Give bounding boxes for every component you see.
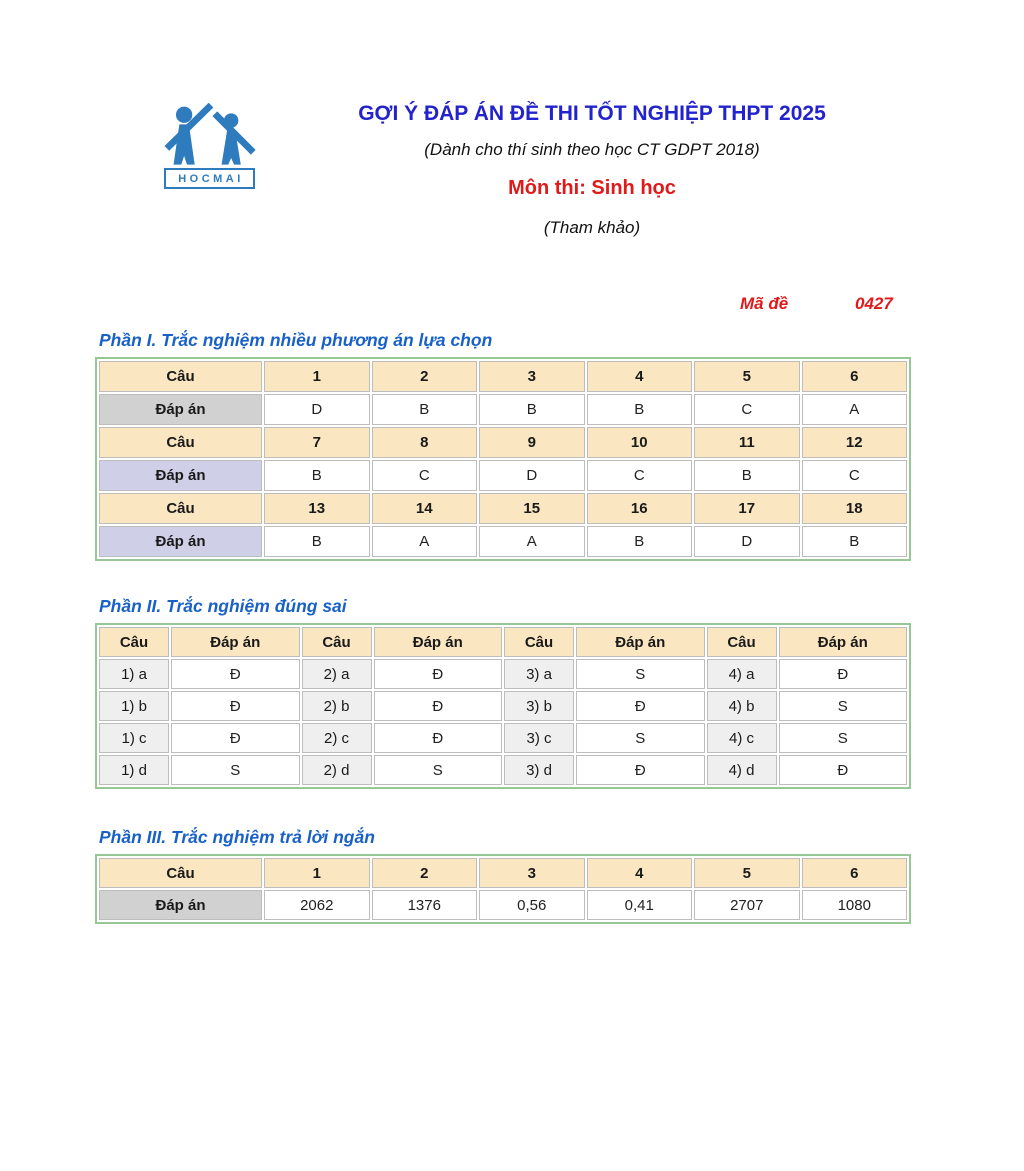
question-number-cell: 5 bbox=[694, 361, 800, 392]
question-cell: 3) a bbox=[504, 659, 574, 689]
answer-cell: Đ bbox=[779, 659, 908, 689]
question-number-cell: 9 bbox=[479, 427, 585, 458]
answer-cell: Đ bbox=[171, 659, 300, 689]
table-row bbox=[99, 755, 907, 785]
table-row bbox=[99, 394, 907, 425]
question-cell: 4) b bbox=[707, 691, 777, 721]
answer-cell: Đ bbox=[171, 723, 300, 753]
question-number-cell: 15 bbox=[479, 493, 585, 524]
answer-cell: A bbox=[372, 526, 478, 557]
question-cell: 2) a bbox=[302, 659, 372, 689]
answer-cell: B bbox=[587, 394, 693, 425]
row-label-answer: Đáp án bbox=[99, 460, 262, 491]
row-label-question: Câu bbox=[99, 493, 262, 524]
row-label-question: Câu bbox=[99, 858, 262, 888]
part1-answer-table bbox=[95, 357, 911, 561]
question-cell: 2) d bbox=[302, 755, 372, 785]
question-cell: 4) d bbox=[707, 755, 777, 785]
answer-cell: B bbox=[802, 526, 908, 557]
col-header-question: Câu bbox=[99, 627, 169, 657]
question-number-cell: 2 bbox=[372, 361, 478, 392]
answer-cell: Đ bbox=[374, 659, 503, 689]
answer-cell: Đ bbox=[779, 755, 908, 785]
question-number-cell: 2 bbox=[372, 858, 478, 888]
exam-code-row bbox=[0, 294, 1024, 316]
col-header-question: Câu bbox=[504, 627, 574, 657]
answer-cell: 2062 bbox=[264, 890, 370, 920]
table-row bbox=[99, 627, 907, 657]
row-label-answer: Đáp án bbox=[99, 890, 262, 920]
answer-cell: C bbox=[802, 460, 908, 491]
question-number-cell: 18 bbox=[802, 493, 908, 524]
question-number-cell: 11 bbox=[694, 427, 800, 458]
answer-cell: B bbox=[587, 526, 693, 557]
question-cell: 1) c bbox=[99, 723, 169, 753]
question-cell: 3) d bbox=[504, 755, 574, 785]
answer-cell: Đ bbox=[171, 691, 300, 721]
question-cell: 1) b bbox=[99, 691, 169, 721]
answer-cell: Đ bbox=[374, 691, 503, 721]
answer-cell: 2707 bbox=[694, 890, 800, 920]
col-header-answer: Đáp án bbox=[374, 627, 503, 657]
question-number-cell: 7 bbox=[264, 427, 370, 458]
part3-answer-table bbox=[95, 854, 911, 924]
question-cell: 2) b bbox=[302, 691, 372, 721]
answer-cell: D bbox=[479, 460, 585, 491]
document-header bbox=[270, 101, 914, 238]
table-row bbox=[99, 526, 907, 557]
answer-cell: 1376 bbox=[372, 890, 478, 920]
question-number-cell: 3 bbox=[479, 858, 585, 888]
question-cell: 3) c bbox=[504, 723, 574, 753]
answer-cell: 0,41 bbox=[587, 890, 693, 920]
question-number-cell: 1 bbox=[264, 361, 370, 392]
hocmai-figures-icon bbox=[163, 99, 259, 167]
col-header-answer: Đáp án bbox=[576, 627, 705, 657]
answer-cell: D bbox=[264, 394, 370, 425]
question-number-cell: 14 bbox=[372, 493, 478, 524]
section-1-heading: Phần I. Trắc nghiệm nhiều phương án lựa chọn bbox=[99, 330, 493, 350]
answer-cell: S bbox=[576, 723, 705, 753]
answer-cell: S bbox=[576, 659, 705, 689]
answer-cell: S bbox=[779, 723, 908, 753]
question-number-cell: 13 bbox=[264, 493, 370, 524]
answer-cell: A bbox=[479, 526, 585, 557]
question-number-cell: 1 bbox=[264, 858, 370, 888]
part2-answer-table bbox=[95, 623, 911, 789]
question-number-cell: 3 bbox=[479, 361, 585, 392]
question-number-cell: 12 bbox=[802, 427, 908, 458]
answer-cell: S bbox=[374, 755, 503, 785]
question-number-cell: 4 bbox=[587, 858, 693, 888]
hocmai-wordmark: HOCMAI bbox=[164, 168, 255, 189]
answer-cell: 0,56 bbox=[479, 890, 585, 920]
question-cell: 2) c bbox=[302, 723, 372, 753]
answer-cell: B bbox=[479, 394, 585, 425]
exam-code-label: Mã đề bbox=[740, 294, 789, 313]
question-number-cell: 4 bbox=[587, 361, 693, 392]
exam-subject: Môn thi: Sinh học bbox=[508, 177, 676, 199]
row-label-question: Câu bbox=[99, 361, 262, 392]
reference-note: (Tham khảo) bbox=[543, 218, 641, 237]
section-3-heading: Phần III. Trắc nghiệm trả lời ngắn bbox=[99, 827, 375, 847]
table-row bbox=[99, 493, 907, 524]
row-label-answer: Đáp án bbox=[99, 394, 262, 425]
question-cell: 4) a bbox=[707, 659, 777, 689]
table-row bbox=[99, 691, 907, 721]
question-number-cell: 6 bbox=[802, 361, 908, 392]
question-number-cell: 10 bbox=[587, 427, 693, 458]
question-number-cell: 17 bbox=[694, 493, 800, 524]
document-subtitle: (Dành cho thí sinh theo học CT GDPT 2018) bbox=[424, 140, 760, 159]
question-number-cell: 6 bbox=[802, 858, 908, 888]
table-row bbox=[99, 659, 907, 689]
question-number-cell: 5 bbox=[694, 858, 800, 888]
answer-cell: A bbox=[802, 394, 908, 425]
question-number-cell: 16 bbox=[587, 493, 693, 524]
answer-cell: D bbox=[694, 526, 800, 557]
answer-cell: C bbox=[694, 394, 800, 425]
table-row bbox=[99, 361, 907, 392]
table-row bbox=[99, 460, 907, 491]
section-2-heading: Phần II. Trắc nghiệm đúng sai bbox=[99, 596, 347, 616]
col-header-question: Câu bbox=[707, 627, 777, 657]
question-cell: 3) b bbox=[504, 691, 574, 721]
answer-cell: Đ bbox=[576, 755, 705, 785]
col-header-question: Câu bbox=[302, 627, 372, 657]
answer-cell: B bbox=[264, 526, 370, 557]
question-cell: 1) d bbox=[99, 755, 169, 785]
row-label-question: Câu bbox=[99, 427, 262, 458]
question-cell: 4) c bbox=[707, 723, 777, 753]
answer-cell: B bbox=[694, 460, 800, 491]
answer-cell: Đ bbox=[576, 691, 705, 721]
hocmai-logo bbox=[163, 99, 259, 191]
col-header-answer: Đáp án bbox=[779, 627, 908, 657]
question-number-cell: 8 bbox=[372, 427, 478, 458]
row-label-answer: Đáp án bbox=[99, 526, 262, 557]
document-title: GỢI Ý ĐÁP ÁN ĐỀ THI TỐT NGHIỆP THPT 2025 bbox=[358, 102, 826, 125]
answer-cell: S bbox=[171, 755, 300, 785]
table-row bbox=[99, 723, 907, 753]
table-row bbox=[99, 890, 907, 920]
question-cell: 1) a bbox=[99, 659, 169, 689]
answer-cell: B bbox=[264, 460, 370, 491]
answer-cell: B bbox=[372, 394, 478, 425]
table-row bbox=[99, 858, 907, 888]
answer-cell: 1080 bbox=[802, 890, 908, 920]
answer-cell: S bbox=[779, 691, 908, 721]
table-row bbox=[99, 427, 907, 458]
exam-code-value: 0427 bbox=[855, 294, 893, 313]
answer-cell: C bbox=[587, 460, 693, 491]
col-header-answer: Đáp án bbox=[171, 627, 300, 657]
answer-cell: Đ bbox=[374, 723, 503, 753]
answer-cell: C bbox=[372, 460, 478, 491]
